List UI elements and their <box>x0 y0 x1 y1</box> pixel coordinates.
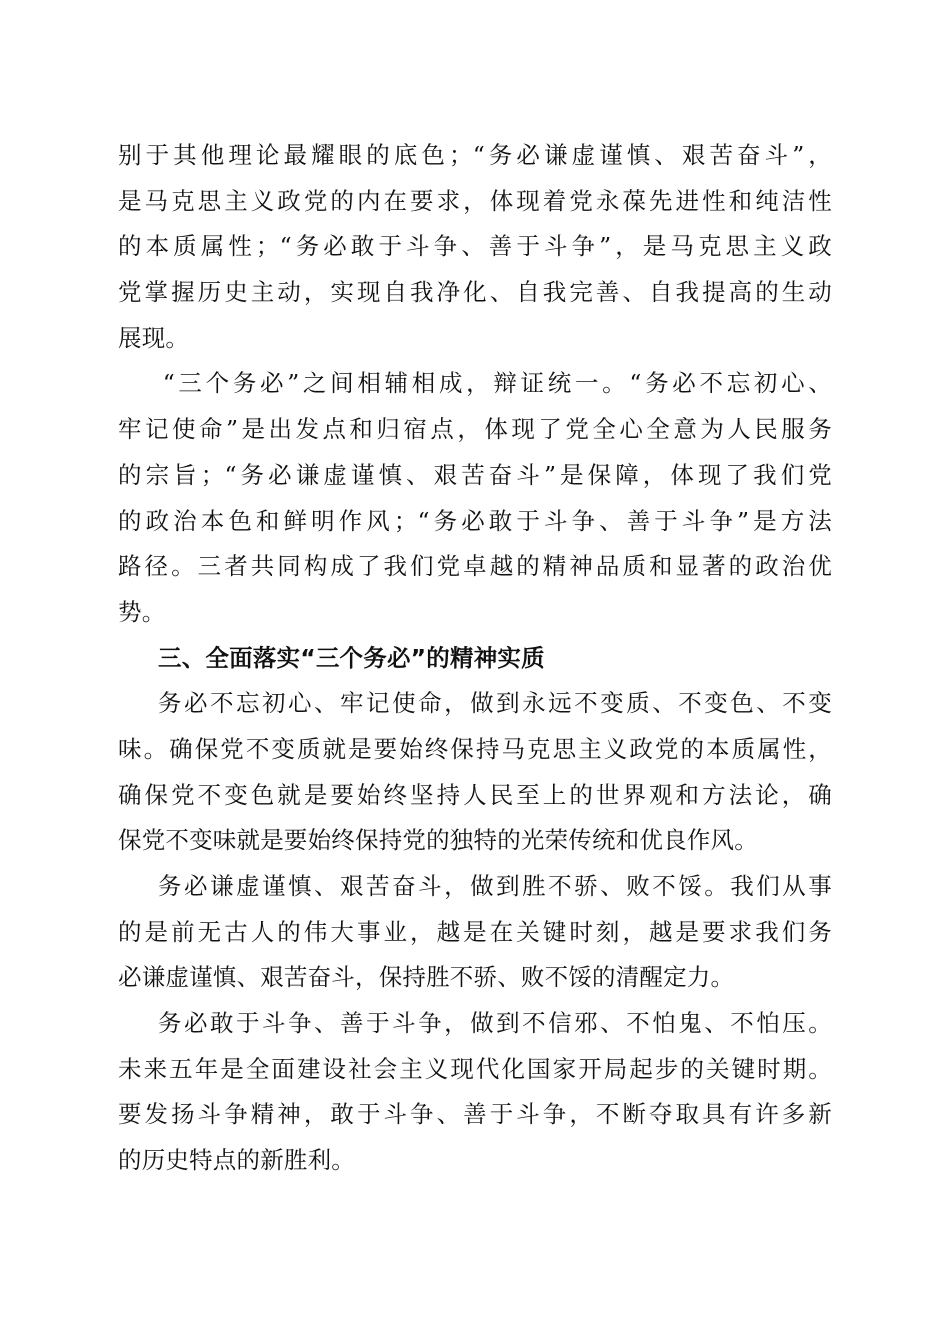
body-line: 是马克思主义政党的内在要求，体现着党永葆先进性和纯洁性 <box>118 186 832 215</box>
body-line: 务必敢于斗争、善于斗争，做到不信邪、不怕鬼、不怕压。 <box>118 1009 832 1038</box>
body-line: 别于其他理论最耀眼的底色；“务必谦虚谨慎、艰苦奋斗”， <box>118 141 832 169</box>
body-line: 味。确保党不变质就是要始终保持马克思主义政党的本质属性， <box>118 734 832 763</box>
body-line: 党掌握历史主动，实现自我净化、自我完善、自我提高的生动 <box>118 278 832 307</box>
body-line: 未来五年是全面建设社会主义现代化国家开局起步的关键时期。 <box>118 1054 832 1083</box>
body-line: 展现。 <box>118 323 190 352</box>
body-line: 必谦虚谨慎、艰苦奋斗，保持胜不骄、败不馁的清醒定力。 <box>118 963 735 992</box>
body-line: 的政治本色和鲜明作风；“务必敢于斗争、善于斗争”是方法 <box>118 506 832 535</box>
body-line: 的历史特点的新胜利。 <box>118 1146 355 1175</box>
body-line: 的是前无古人的伟大事业，越是在关键时刻，越是要求我们务 <box>118 917 832 946</box>
body-line: 保党不变味就是要始终保持党的独特的光荣传统和优良作风。 <box>118 826 758 855</box>
body-line: 确保党不变色就是要始终坚持人民至上的世界观和方法论，确 <box>118 780 832 809</box>
body-line: 务必不忘初心、牢记使命，做到永远不变质、不变色、不变 <box>118 689 832 718</box>
body-line: 的宗旨；“务必谦虚谨慎、艰苦奋斗”是保障，体现了我们党 <box>118 460 832 489</box>
body-line: 务必谦虚谨慎、艰苦奋斗，做到胜不骄、败不馁。我们从事 <box>118 872 832 900</box>
document-body <box>118 133 832 1184</box>
section-heading: 三、全面落实“三个务必”的精神实质 <box>158 643 545 672</box>
body-line: “三个务必”之间相辅相成，辩证统一。“务必不忘初心、 <box>118 369 832 398</box>
body-line: 的本质属性；“务必敢于斗争、善于斗争”，是马克思主义政 <box>118 232 832 261</box>
body-line: 势。 <box>118 597 166 626</box>
body-line: 路径。三者共同构成了我们党卓越的精神品质和显著的政治优 <box>118 552 832 581</box>
body-line: 牢记使命”是出发点和归宿点，体现了党全心全意为人民服务 <box>118 415 832 444</box>
body-line: 要发扬斗争精神，敢于斗争、善于斗争，不断夺取具有许多新 <box>118 1100 832 1129</box>
